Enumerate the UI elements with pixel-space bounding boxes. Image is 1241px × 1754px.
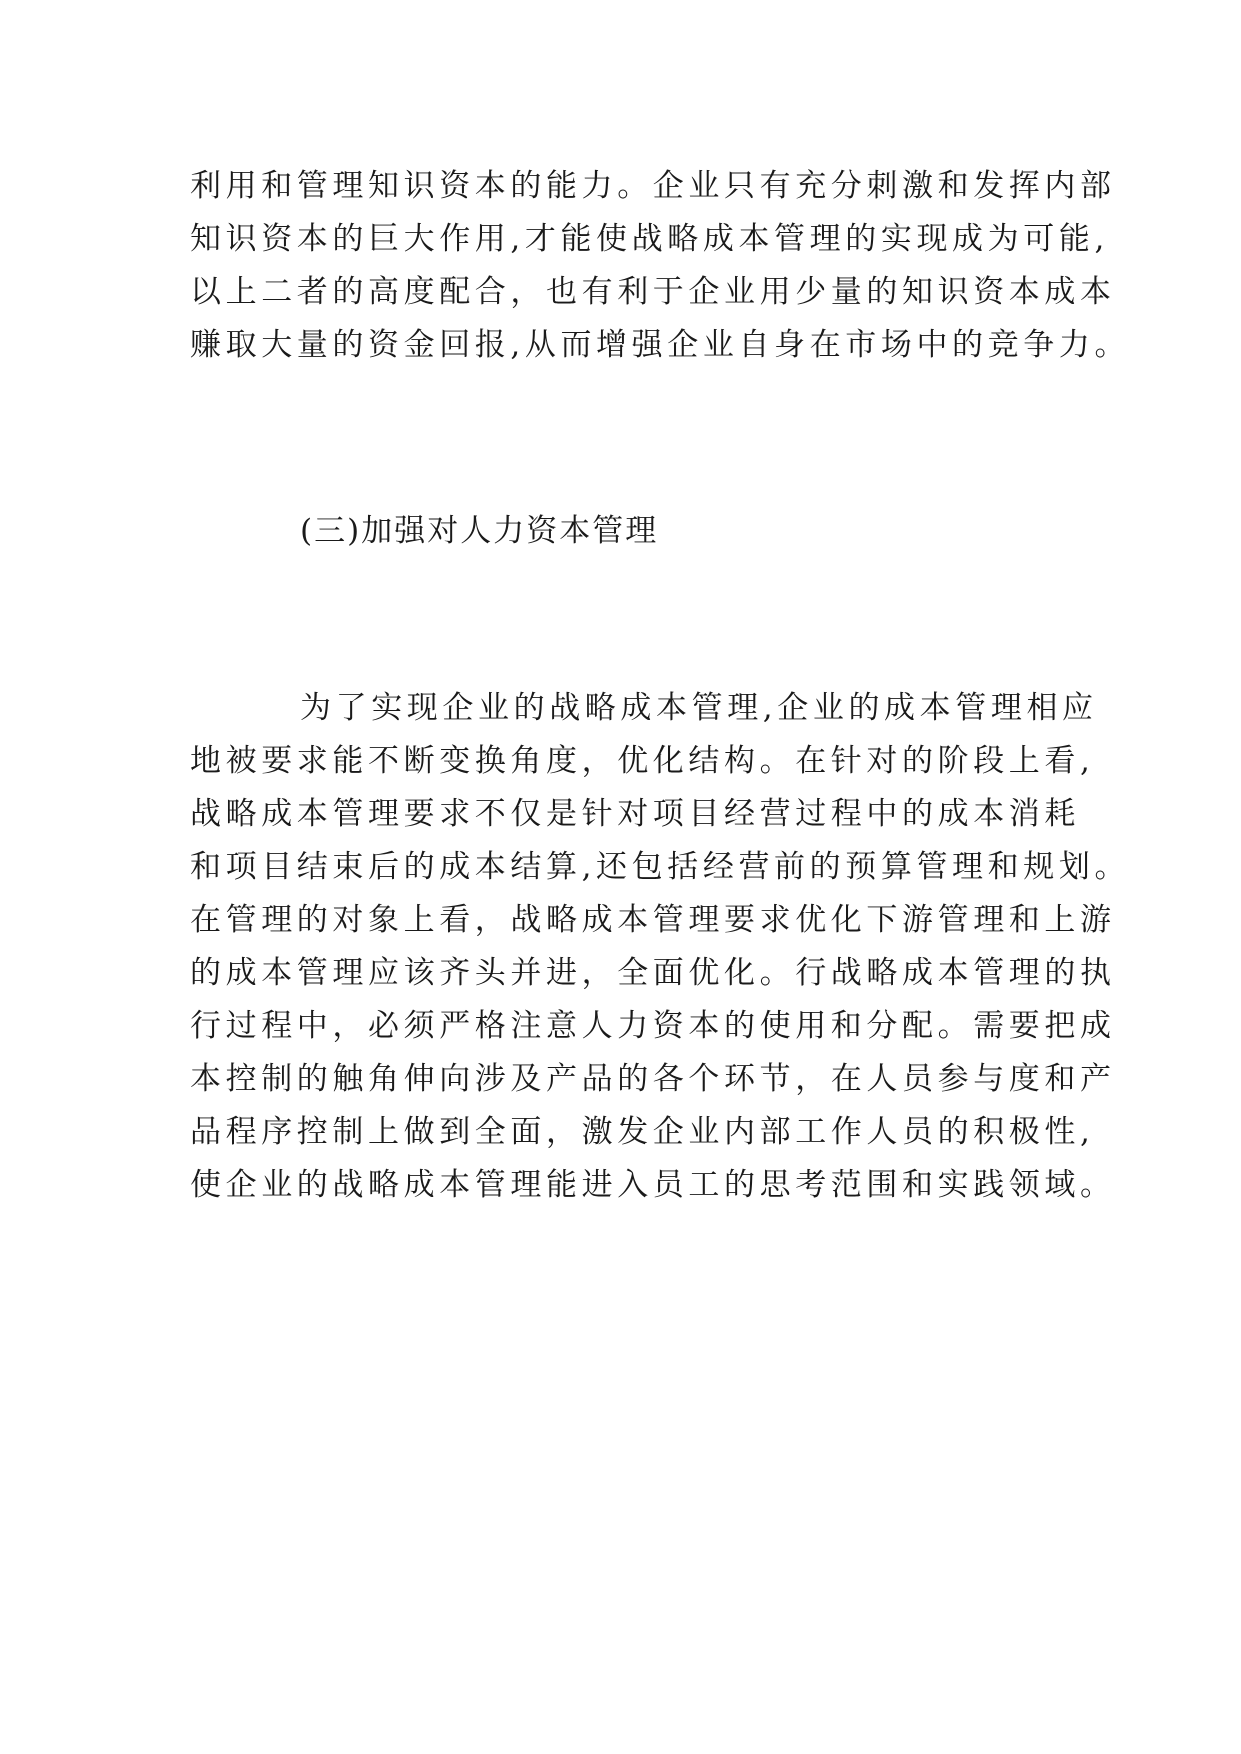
paragraph-line: 以上二者的高度配合，也有利于企业用少量的知识资本成本 (190, 274, 1116, 310)
paragraph-line: 的成本管理应该齐头并进，全面优化。行战略成本管理的执 (190, 955, 1116, 991)
paragraph-line: 战略成本管理要求不仅是针对项目经营过程中的成本消耗 (190, 796, 1080, 832)
paragraph-line: 赚取大量的资金回报,从而增强企业自身在市场中的竞争力。 (190, 327, 1131, 363)
paragraph-line: 和项目结束后的成本结算,还包括经营前的预算管理和规划。 (190, 849, 1131, 885)
paragraph-line: 使企业的战略成本管理能进入员工的思考范围和实践领域。 (190, 1167, 1116, 1203)
paragraph-line: 品程序控制上做到全面，激发企业内部工作人员的积极性, (190, 1114, 1095, 1150)
paragraph-line: 本控制的触角伸向涉及产品的各个环节，在人员参与度和产 (190, 1061, 1116, 1097)
paragraph-line: 知识资本的巨大作用,才能使战略成本管理的实现成为可能, (190, 221, 1109, 257)
paragraph-line: 利用和管理知识资本的能力。企业只有充分刺激和发挥内部 (190, 168, 1116, 204)
paragraph-line: 为了实现企业的战略成本管理,企业的成本管理相应 (300, 690, 1098, 726)
section-heading: (三)加强对人力资本管理 (300, 513, 659, 549)
paragraph-line: 地被要求能不断变换角度，优化结构。在针对的阶段上看, (190, 743, 1095, 779)
paragraph-line: 行过程中，必须严格注意人力资本的使用和分配。需要把成 (190, 1008, 1116, 1044)
paragraph-line: 在管理的对象上看，战略成本管理要求优化下游管理和上游 (190, 902, 1116, 938)
